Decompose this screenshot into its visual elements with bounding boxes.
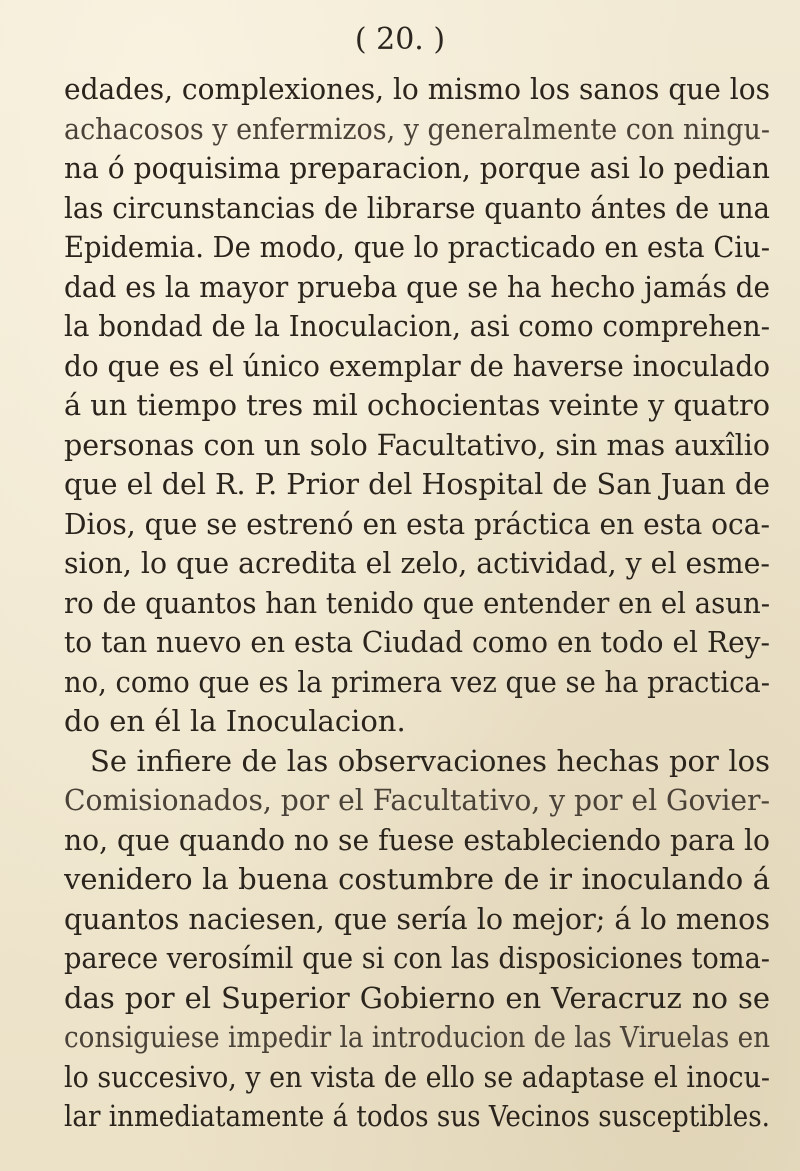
text-line: Epidemia. De modo, que lo practicado en esta Ciu- bbox=[64, 230, 770, 264]
text-line: lo succesivo, y en vista de ello se adaptase el inocu- bbox=[64, 1059, 770, 1094]
text-line: consiguiese impedir la introducion de las Viruelas en bbox=[64, 1020, 770, 1054]
text-line: quantos naciesen, que sería lo mejor; á lo menos bbox=[64, 901, 770, 936]
text-line: venidero la buena costumbre de ir inoculando á bbox=[64, 862, 770, 896]
body-text bbox=[64, 70, 770, 1137]
text-line: edades, complexiones, lo mismo los sanos que los bbox=[64, 72, 770, 106]
page-number: ( 20. ) bbox=[354, 22, 446, 57]
text-line: do en él la Inoculacion. bbox=[64, 704, 406, 738]
text-line: ro de quantos han tenido que entender en el asun- bbox=[64, 585, 770, 620]
text-line: no, que quando no se fuese estableciendo para lo bbox=[64, 822, 770, 857]
text-line: to tan nuevo en esta Ciudad como en todo el Rey- bbox=[64, 625, 770, 659]
text-line: parece verosímil que si con las disposiciones toma- bbox=[64, 941, 770, 975]
text-line: Comisionados, por el Facultativo, y por el Govier- bbox=[64, 783, 770, 817]
text-line: personas con un solo Facultativo, sin mas auxîlio bbox=[64, 427, 770, 462]
text-line: na ó poquisima preparacion, porque asi lo pedian bbox=[64, 151, 770, 185]
text-line: las circunstancias de librarse quanto ántes de una bbox=[64, 190, 770, 225]
text-line: á un tiempo tres mil ochocientas veinte y quatro bbox=[64, 388, 770, 422]
text-line: achacosos y enfermizos, y generalmente con ningu- bbox=[64, 111, 770, 146]
text-line: Dios, que se estrenó en esta práctica en esta oca- bbox=[64, 506, 770, 541]
text-line: das por el Superior Gobierno en Veracruz no se bbox=[64, 980, 770, 1015]
text-line: lar inmediatamente á todos sus Vecinos susceptibles. bbox=[64, 1099, 770, 1133]
text-line: do que es el único exemplar de haverse inoculado bbox=[64, 348, 770, 383]
text-line: sion, lo que acredita el zelo, actividad, y el esme- bbox=[64, 546, 770, 580]
paragraph-start-line: Se infiere de las observaciones hechas por los bbox=[90, 743, 770, 778]
text-line: no, como que es la primera vez que se ha practica- bbox=[64, 664, 770, 699]
text-line: la bondad de la Inoculacion, asi como comprehen- bbox=[64, 309, 770, 343]
text-line: que el del R. P. Prior del Hospital de San Juan de bbox=[64, 467, 770, 501]
text-line: dad es la mayor prueba que se ha hecho jamás de bbox=[64, 269, 770, 304]
